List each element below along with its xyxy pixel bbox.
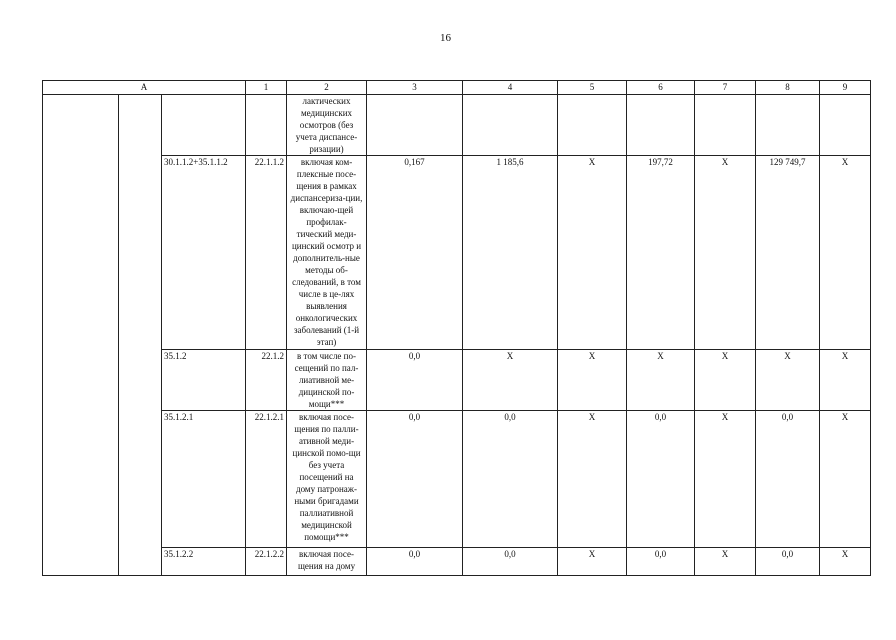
- cell-col-5: [558, 95, 627, 156]
- header-col-2: 2: [287, 81, 367, 95]
- row-code: 35.1.2: [162, 350, 246, 411]
- cell-col-7: Х: [695, 548, 756, 576]
- header-col-1: 1: [246, 81, 287, 95]
- cell-col-3: 0,0: [367, 548, 463, 576]
- row-description: включая посе-щения по палли-ативной меди-цинской помо-щи без учета посещений на дому патронаж-ными бригадами паллиативной медицинской помощи***: [287, 411, 367, 548]
- cell-col-9: Х: [820, 548, 871, 576]
- cell-col-6: 197,72: [627, 156, 695, 350]
- row-subcode: 22.1.2.1: [246, 411, 287, 548]
- cell-col-7: Х: [695, 156, 756, 350]
- row-description: лактических медицинских осмотров (без учета диспансе-ризации): [287, 95, 367, 156]
- cell-col-7: Х: [695, 411, 756, 548]
- data-table: [42, 80, 871, 576]
- cell-col-6: Х: [627, 350, 695, 411]
- cell-col-7: Х: [695, 350, 756, 411]
- row-code: 30.1.1.2+35.1.1.2: [162, 156, 246, 350]
- row-code: 35.1.2.1: [162, 411, 246, 548]
- row-description: в том числе по-сещений по пал-лиативной ме-дицинской по-мощи***: [287, 350, 367, 411]
- cell-col-7: [695, 95, 756, 156]
- cell-col-6: 0,0: [627, 548, 695, 576]
- row-subcode: 22.1.1.2: [246, 156, 287, 350]
- row-description: включая посе-щения на дому: [287, 548, 367, 576]
- blank-cell: [119, 95, 162, 576]
- header-row: [43, 81, 871, 95]
- cell-col-3: 0,0: [367, 350, 463, 411]
- cell-col-9: Х: [820, 350, 871, 411]
- cell-col-9: Х: [820, 411, 871, 548]
- row-code: 35.1.2.2: [162, 548, 246, 576]
- row-subcode: 22.1.2.2: [246, 548, 287, 576]
- cell-col-6: 0,0: [627, 411, 695, 548]
- cell-col-3: 0,0: [367, 411, 463, 548]
- row-code: [162, 95, 246, 156]
- cell-col-8: Х: [756, 350, 820, 411]
- cell-col-8: 0,0: [756, 411, 820, 548]
- cell-col-5: Х: [558, 350, 627, 411]
- table-row: [43, 548, 871, 576]
- blank-cell: [43, 95, 119, 576]
- cell-col-4: 0,0: [463, 411, 558, 548]
- row-subcode: 22.1.2: [246, 350, 287, 411]
- row-description: включая ком-плексные посе-щения в рамках диспансериза-ции, включаю-щей профилак-тический меди-цинский осмотр и дополнитель-ные методы об-следований, в том числе в це-лях выявления онкологических заболеваний (1-й этап): [287, 156, 367, 350]
- header-col-6: 6: [627, 81, 695, 95]
- header-col-8: 8: [756, 81, 820, 95]
- cell-col-4: 1 185,6: [463, 156, 558, 350]
- cell-col-9: [820, 95, 871, 156]
- cell-col-8: 129 749,7: [756, 156, 820, 350]
- cell-col-3: 0,167: [367, 156, 463, 350]
- row-subcode: [246, 95, 287, 156]
- cell-col-4: 0,0: [463, 548, 558, 576]
- cell-col-9: Х: [820, 156, 871, 350]
- table-row: [43, 95, 871, 156]
- table-row: [43, 156, 871, 350]
- table-row: [43, 350, 871, 411]
- cell-col-4: [463, 95, 558, 156]
- page-number: 16: [440, 32, 451, 44]
- cell-col-4: Х: [463, 350, 558, 411]
- header-col-5: 5: [558, 81, 627, 95]
- cell-col-8: [756, 95, 820, 156]
- cell-col-5: Х: [558, 156, 627, 350]
- header-col-4: 4: [463, 81, 558, 95]
- header-col-7: 7: [695, 81, 756, 95]
- header-col-9: 9: [820, 81, 871, 95]
- cell-col-3: [367, 95, 463, 156]
- cell-col-5: Х: [558, 548, 627, 576]
- cell-col-5: Х: [558, 411, 627, 548]
- table-row: [43, 411, 871, 548]
- header-col-a: А: [43, 81, 246, 95]
- cell-col-8: 0,0: [756, 548, 820, 576]
- cell-col-6: [627, 95, 695, 156]
- header-col-3: 3: [367, 81, 463, 95]
